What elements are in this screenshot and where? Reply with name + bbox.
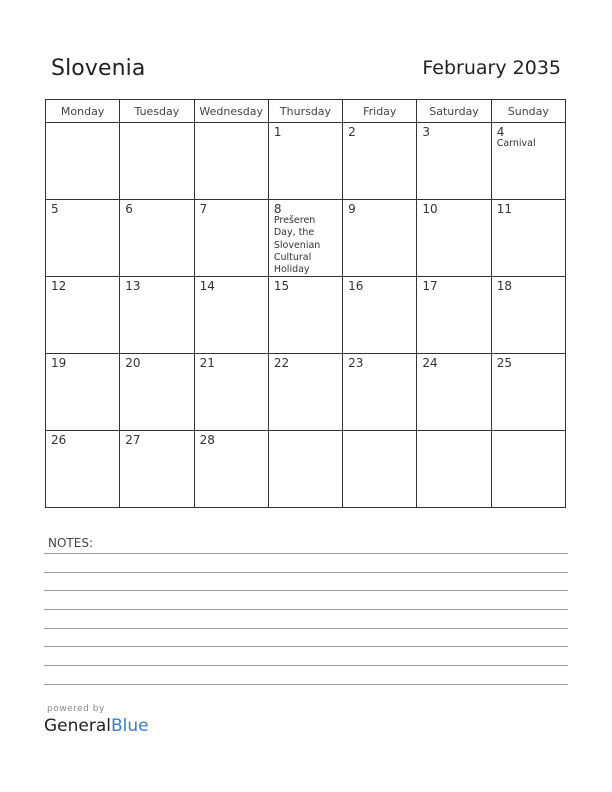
day-number: 20 [125, 356, 141, 370]
day-number: 4 [496, 125, 505, 139]
notes-line [44, 628, 568, 629]
country-title: Slovenia [51, 56, 146, 81]
day-number: 2 [348, 125, 356, 139]
day-number: 1 [273, 125, 282, 139]
day-cell [491, 200, 565, 277]
day-cell [417, 354, 491, 431]
day-number: 26 [51, 433, 67, 447]
day-number: 5 [51, 202, 59, 216]
week-row [46, 354, 566, 431]
holiday-event: Prešeren Day, the Slovenian Cultural Holiday [273, 215, 321, 276]
day-cell [417, 123, 491, 200]
notes-line [44, 684, 568, 685]
day-number: 28 [199, 433, 215, 447]
day-cell [46, 277, 120, 354]
day-number: 22 [273, 356, 290, 370]
day-cell [343, 277, 417, 354]
day-number: 12 [51, 279, 67, 293]
day-number: 21 [199, 356, 215, 370]
weekday-tuesday: Tuesday [120, 100, 194, 123]
day-number: 3 [422, 125, 431, 139]
holiday-event: Carnival [496, 138, 536, 149]
day-cell [491, 354, 565, 431]
weekday-sunday: Sunday [491, 100, 565, 123]
day-cell [120, 354, 194, 431]
day-number: 18 [496, 279, 512, 293]
day-number: 16 [348, 279, 364, 293]
day-cell [120, 431, 194, 508]
day-number: 8 [273, 202, 282, 216]
notes-label: NOTES: [48, 536, 93, 550]
day-number: 17 [422, 279, 438, 293]
week-row [46, 277, 566, 354]
weekday-friday: Friday [343, 100, 417, 123]
day-cell [120, 277, 194, 354]
day-cell [491, 123, 565, 200]
day-cell [120, 123, 194, 200]
day-number: 11 [496, 202, 512, 216]
calendar-grid [45, 99, 566, 508]
notes-line [44, 646, 568, 647]
day-cell [46, 431, 120, 508]
week-row [46, 431, 566, 508]
day-number: 10 [422, 202, 438, 216]
powered-by-text: powered by [47, 704, 105, 714]
day-cell [194, 354, 268, 431]
day-number: 24 [422, 356, 438, 370]
day-cell [268, 431, 342, 508]
day-cell [491, 277, 565, 354]
day-number: 9 [348, 202, 356, 216]
day-number: 27 [125, 433, 141, 447]
day-number: 19 [51, 356, 67, 370]
day-cell [343, 123, 417, 200]
brand-logo-blue: Blue [111, 716, 149, 736]
notes-line [44, 553, 568, 554]
notes-line [44, 665, 568, 666]
day-cell [417, 277, 491, 354]
day-cell [417, 200, 491, 277]
day-cell [194, 277, 268, 354]
weekday-monday: Monday [46, 100, 120, 123]
day-number: 23 [348, 356, 364, 370]
day-cell [46, 354, 120, 431]
day-cell [268, 123, 342, 200]
day-cell [417, 431, 491, 508]
day-cell [46, 123, 120, 200]
day-cell [491, 431, 565, 508]
day-number: 15 [273, 279, 290, 293]
notes-line [44, 609, 568, 610]
day-cell [194, 123, 268, 200]
weekday-header-row [46, 100, 566, 123]
weekday-thursday: Thursday [268, 100, 342, 123]
day-cell [268, 277, 342, 354]
day-number: 6 [125, 202, 133, 216]
month-year-title: February 2035 [422, 57, 561, 79]
week-row [46, 200, 566, 277]
day-cell [194, 431, 268, 508]
day-cell [120, 200, 194, 277]
day-number: 13 [125, 279, 141, 293]
day-cell [268, 200, 342, 277]
notes-line [44, 590, 568, 591]
day-number: 25 [496, 356, 512, 370]
day-cell [343, 354, 417, 431]
day-cell [194, 200, 268, 277]
day-cell [268, 354, 342, 431]
day-cell [343, 431, 417, 508]
weekday-saturday: Saturday [417, 100, 491, 123]
brand-logo-general: General [44, 716, 111, 736]
day-number: 7 [199, 202, 208, 216]
day-cell [343, 200, 417, 277]
day-number: 14 [199, 279, 215, 293]
brand-logo [44, 716, 149, 736]
notes-line [44, 572, 568, 573]
weekday-wednesday: Wednesday [194, 100, 268, 123]
week-row [46, 123, 566, 200]
day-cell [46, 200, 120, 277]
